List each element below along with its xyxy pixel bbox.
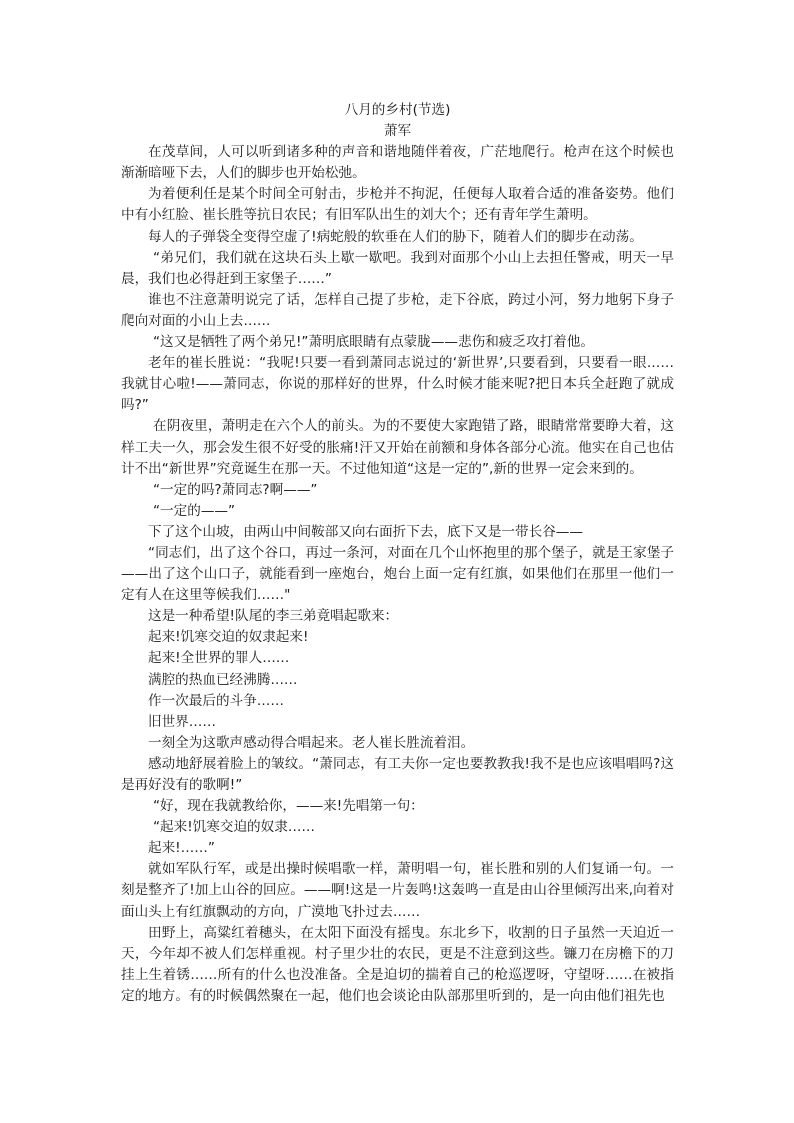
paragraph: 这是一种希望!队尾的李三弟竟唱起歌来：: [148, 608, 399, 625]
song-line: 起来!饥寒交迫的奴隶起来!: [148, 629, 309, 646]
paragraph: “起来!饥寒交迫的奴隶……: [153, 819, 316, 836]
paragraph: 下了这个山坡，由两山中间鞍部又向右面折下去，底下又是一带长谷——: [148, 523, 583, 540]
song-line: 旧世界……: [148, 713, 216, 730]
paragraph: 在茂草间，人可以听到诸多种的声音和谐地随伴着夜，广茫地爬行。枪声在这个时候也渐渐暗哑下去，人们的脚步也开始松弛。: [121, 144, 674, 182]
paragraph: 起来!……”: [148, 840, 215, 857]
paragraph: 一刻全为这歌声感动得合唱起来。老人崔长胜流着泪。: [148, 734, 475, 751]
paragraph: “同志们，出了这个谷口，再过一条河，对面在几个山怀抱里的那个堡子，就是王家堡子——出了这个山口子，就能看到一座炮台，炮台上面一定有红旗，如果他们在那里一他们一定有人在这里等候我们……": [121, 544, 674, 604]
author-name: 萧军: [383, 123, 412, 140]
paragraph: 在阴夜里，萧明走在六个人的前头。为的不要使大家跑错了路，眼睛常常要睁大着，这样工夫一久，那会发生很不好受的胀痛!汗又开始在前额和身体各部分心流。他实在自己也估计不出“新世界”究竟诞生在那一天。不过他知道“这是一定的”,新的世界一定会来到的。: [121, 418, 674, 477]
document-title: 八月的乡村(节选): [344, 102, 451, 118]
paragraph: “一定的——”: [153, 502, 236, 519]
paragraph: 田野上，高粱红着穗头，在太阳下面没有摇曳。东北乡下，收割的日子虽然一天迫近一天，今年却不被人们怎样重视。村子里少壮的农民，更是不注意到这些。镰刀在房檐下的刀挂上生着锈……所有的什么也没准备。全是迫切的揣着自己的枪巡逻呀，守望呀……在被指定的地方。有的时候偶然聚在一起，他们也会谈论由队部那里听到的，是一向由他们祖先也: [121, 924, 674, 1004]
song-line: 起来!全世界的罪人……: [148, 650, 290, 667]
paragraph: “弟兄们，我们就在这块石头上歇一歇吧。我到对面那个小山上去担任警戒，明天一早晨，我们也必得赶到王家堡子……”: [121, 249, 674, 287]
paragraph: 谁也不注意萧明说完了话，怎样自己提了步枪，走下谷底，跨过小河，努力地躬下身子爬向对面的小山上去……: [121, 291, 674, 329]
paragraph: “好，现在我就教给你，——来!先唱第一句：: [153, 798, 424, 815]
song-line: 作一次最后的斗争……: [148, 692, 284, 709]
paragraph: 感动地舒展着脸上的皱纹。“萧同志，有工夫你一定也要教教我!我不是也应该唱唱吗?这是再好没有的歌啊!”: [121, 755, 674, 793]
paragraph: “这又是牺牲了两个弟兄!”萧明底眼睛有点蒙胧——悲伤和疲乏攻打着他。: [153, 334, 594, 351]
paragraph: 就如军队行军，或是出操时候唱歌一样，萧明唱一句，崔长胜和别的人们复诵一句。一刻是整齐了!加上山谷的回应。——啊!这是一片轰鸣!这轰鸣一直是由山谷里倾泻出来,向着对面山头上有红旗飘动的方向，广漠地飞扑过去……: [121, 861, 674, 920]
paragraph: 每人的子弹袋全变得空虚了!病蛇般的软垂在人们的胁下，随着人们的脚步在动荡。: [148, 228, 643, 245]
paragraph: “一定的吗?萧同志?啊——”: [153, 481, 318, 498]
paragraph: 老年的崔长胜说：“我呢!只要一看到萧同志说过的‘新世界’,只要看到，只要看一眼……我就甘心啦!——萧同志，你说的那样好的世界，什么时候才能来呢?把日本兵全赶跑了就成吗?”: [121, 355, 674, 414]
paragraph: 为着便利任是某个时间全可射击，步枪并不拘泥，任便每人取着合适的准备姿势。他们中有小红脸、崔长胜等抗日农民；有旧军队出生的刘大个；还有青年学生萧明。: [121, 186, 674, 224]
document-page: [121, 100, 674, 1007]
song-line: 满腔的热血已经沸腾……: [148, 671, 298, 688]
